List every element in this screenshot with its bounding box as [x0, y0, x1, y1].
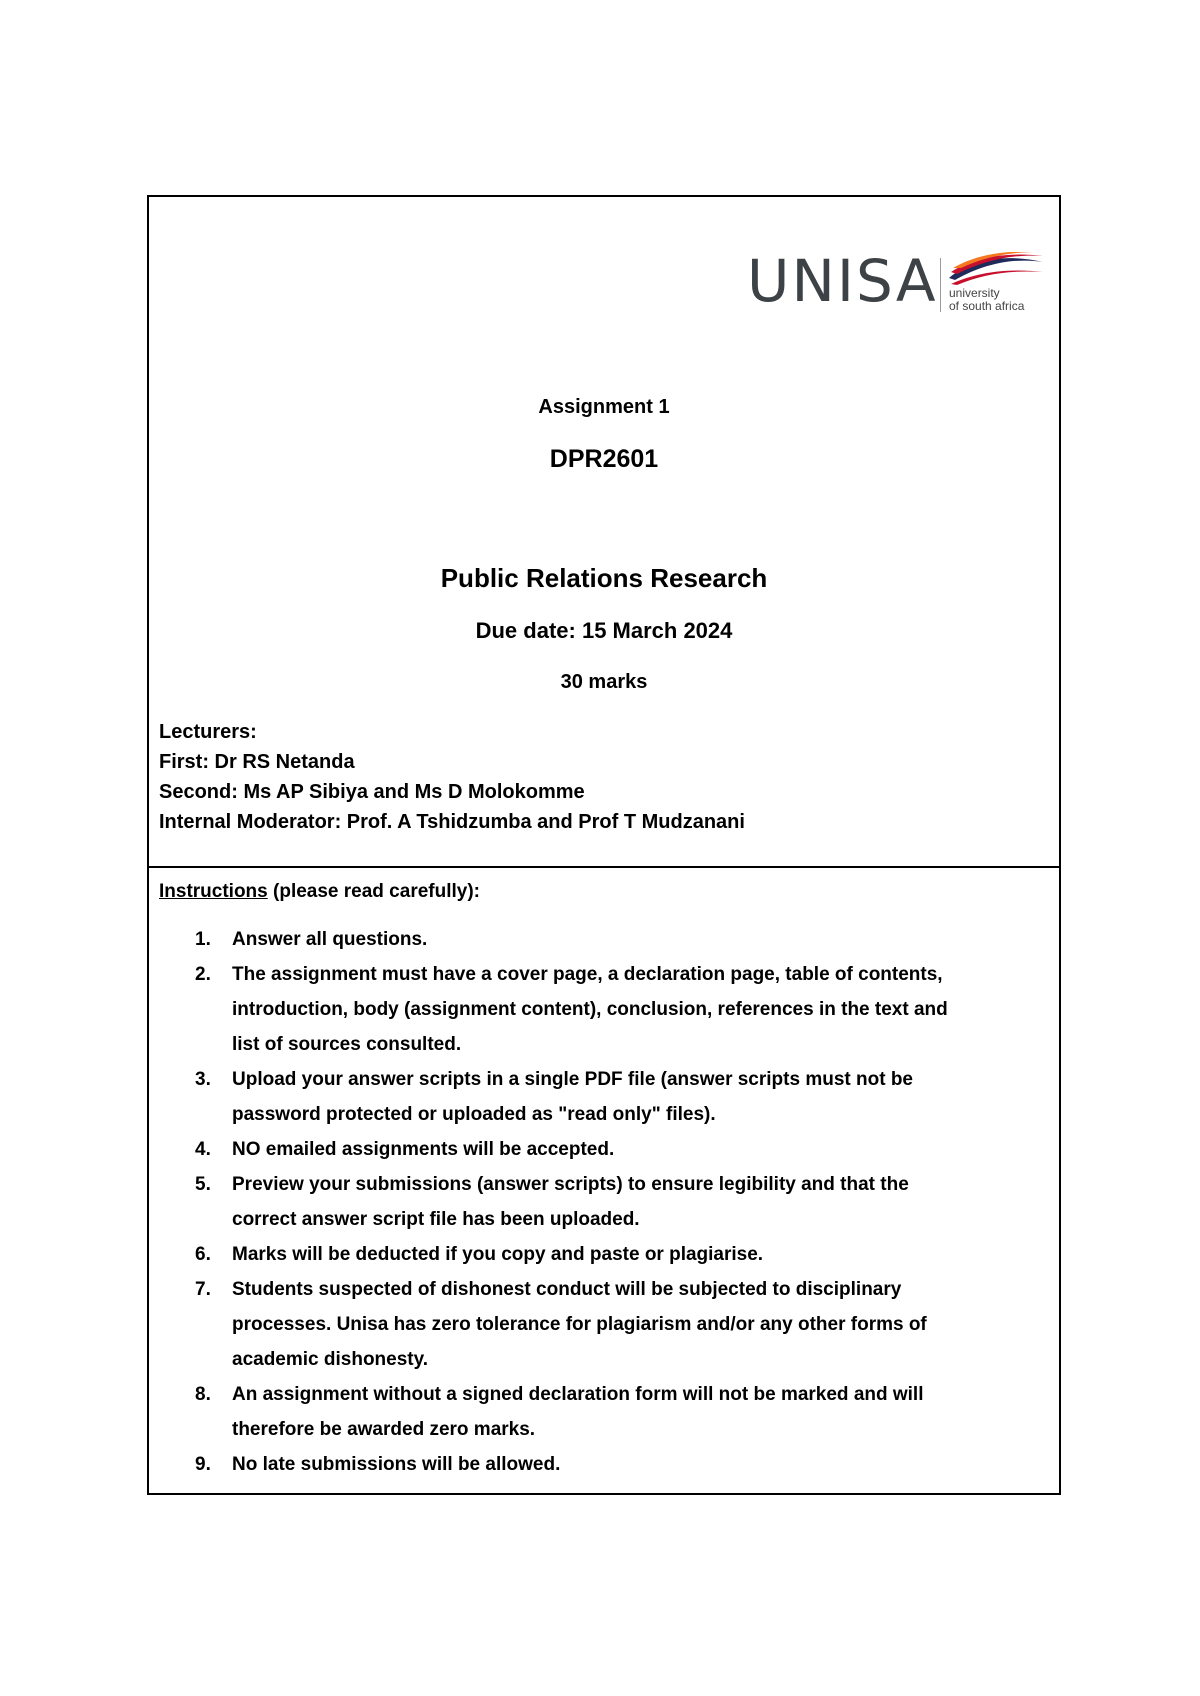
instruction-text: Marks will be deducted if you copy and paste or plagiarise. [232, 1244, 764, 1265]
instruction-item [159, 957, 967, 1062]
logo-swoosh-icon [947, 252, 1045, 288]
instruction-item [159, 1062, 967, 1132]
instruction-number: 2. [195, 964, 211, 985]
instruction-text: Students suspected of dishonest conduct will be subjected to disciplinary processes. Unisa has zero tolerance for plagiarism and/or any other forms of academic dishonesty. [232, 1279, 927, 1370]
course-code: DPR2601 [549, 445, 659, 473]
instructions-heading-underlined: Instructions [159, 881, 268, 902]
internal-moderator: Internal Moderator: Prof. A Tshidzumba and Prof T Mudzanani [159, 811, 745, 833]
instruction-text: An assignment without a signed declaration form will not be marked and will therefore be awarded zero marks. [232, 1384, 924, 1440]
logo-wordmark: UNISA [747, 247, 938, 315]
total-marks: 30 marks [560, 671, 648, 693]
logo-tagline-line1: university [949, 286, 1000, 300]
instructions-heading [159, 880, 1039, 904]
instruction-number: 3. [195, 1069, 211, 1090]
instruction-item [159, 1237, 967, 1272]
instruction-number: 1. [195, 929, 211, 950]
instruction-text: Answer all questions. [232, 929, 428, 950]
instruction-item [159, 1272, 967, 1377]
cover-section [149, 197, 1059, 868]
instruction-number: 5. [195, 1174, 211, 1195]
due-date: Due date: 15 March 2024 [475, 618, 733, 643]
instruction-number: 7. [195, 1279, 211, 1300]
logo-tagline-line2: of south africa [949, 299, 1025, 313]
instruction-number: 6. [195, 1244, 211, 1265]
instruction-number: 4. [195, 1139, 211, 1160]
instruction-text: Upload your answer scripts in a single PDF file (answer scripts must not be password protected or uploaded as "read only" files). [232, 1069, 913, 1125]
instruction-item [159, 1377, 967, 1447]
instruction-text: No late submissions will be allowed. [232, 1454, 561, 1475]
unisa-logo [747, 247, 1047, 332]
instruction-item [159, 1447, 967, 1482]
assignment-cover-frame [147, 195, 1061, 1495]
lecturers-block [159, 717, 745, 837]
logo-tagline [949, 287, 1024, 313]
second-lecturers: Second: Ms AP Sibiya and Ms D Molokomme [159, 781, 585, 803]
instruction-text: Preview your submissions (answer scripts) to ensure legibility and that the correct answer script file has been uploaded. [232, 1174, 909, 1230]
instruction-text: The assignment must have a cover page, a declaration page, table of contents, introduction, body (assignment content), conclusion, references in the text and list of sources consulted. [232, 964, 948, 1055]
logo-divider [940, 258, 941, 312]
instruction-item [159, 1167, 967, 1237]
lecturers-heading: Lecturers: [159, 721, 257, 743]
instruction-number: 8. [195, 1384, 211, 1405]
instructions-section [159, 880, 1039, 1482]
instructions-heading-rest: (please read carefully): [267, 881, 480, 902]
assignment-title: Assignment 1 [538, 396, 670, 418]
instruction-item [159, 1132, 967, 1167]
instructions-list [159, 922, 1039, 1482]
instruction-item [159, 922, 967, 957]
instruction-number: 9. [195, 1454, 211, 1475]
module-name: Public Relations Research [440, 563, 768, 593]
first-lecturer: First: Dr RS Netanda [159, 751, 355, 773]
instruction-text: NO emailed assignments will be accepted. [232, 1139, 615, 1160]
